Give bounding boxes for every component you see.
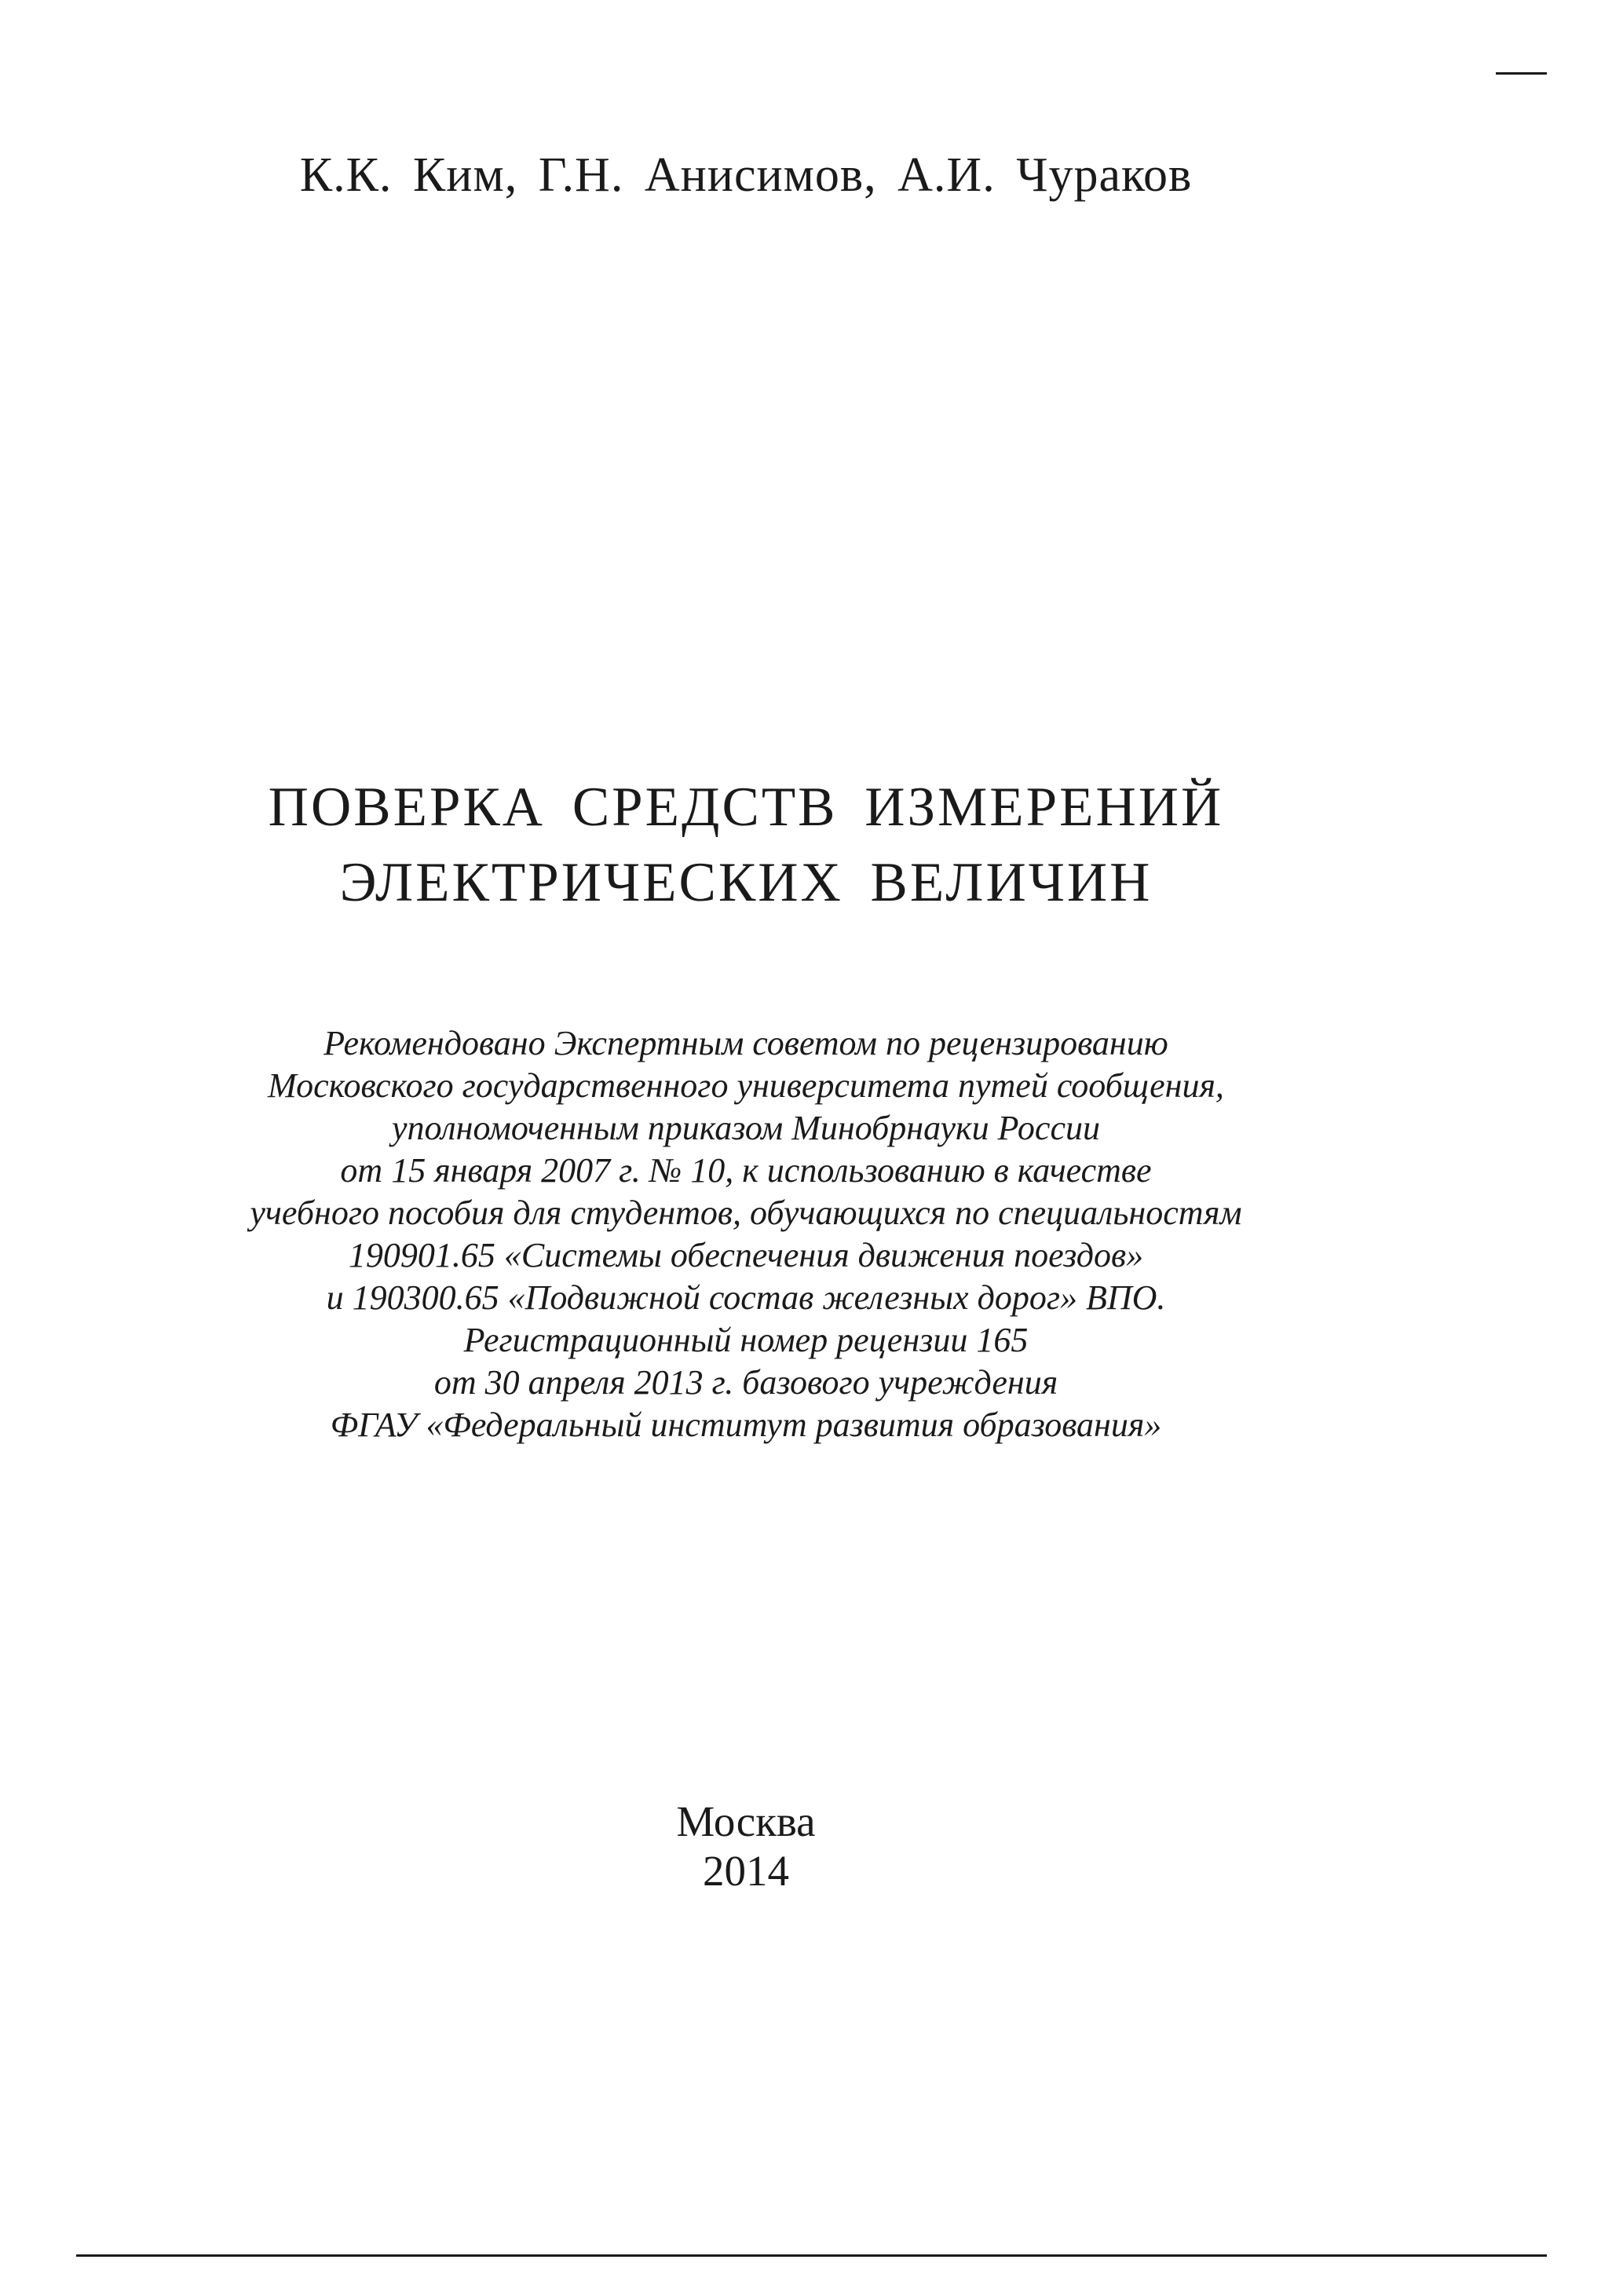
book-title-line-1: ПОВЕРКА СРЕДСТВ ИЗМЕРЕНИЙ — [268, 777, 1224, 838]
imprint-year: 2014 — [703, 1847, 789, 1895]
authors: К.К. Ким, Г.Н. Анисимов, А.И. Чураков — [299, 148, 1193, 202]
imprint — [0, 1797, 1492, 1896]
recommendation-text — [0, 1022, 1492, 1446]
book-title — [0, 770, 1492, 920]
recommendation-line: 190901.65 «Системы обеспечения движения поездов» — [348, 1236, 1144, 1274]
book-title-line-2: ЭЛЕКТРИЧЕСКИХ ВЕЛИЧИН — [339, 852, 1153, 913]
recommendation-line: Регистрационный номер рецензии 165 — [463, 1321, 1029, 1359]
recommendation-line: уполномоченным приказом Минобрнауки России — [392, 1109, 1100, 1147]
recommendation-line: Московского государственного университета путей сообщения, — [268, 1066, 1224, 1105]
bottom-rule — [76, 2254, 1547, 2257]
recommendation-line: от 15 января 2007 г. № 10, к использованию в качестве — [340, 1151, 1152, 1190]
recommendation-line: учебного пособия для студентов, обучающихся по специальностям — [250, 1194, 1242, 1232]
corner-mark — [1496, 72, 1547, 75]
recommendation-line: от 30 апреля 2013 г. базового учреждения — [433, 1363, 1058, 1402]
imprint-city: Москва — [676, 1797, 816, 1845]
recommendation-line: Рекомендовано Экспертным советом по рецензированию — [324, 1024, 1168, 1062]
recommendation-line: и 190300.65 «Подвижной состав железных дорог» ВПО. — [326, 1278, 1166, 1317]
recommendation-line: ФГАУ «Федеральный институт развития образования» — [330, 1406, 1162, 1444]
